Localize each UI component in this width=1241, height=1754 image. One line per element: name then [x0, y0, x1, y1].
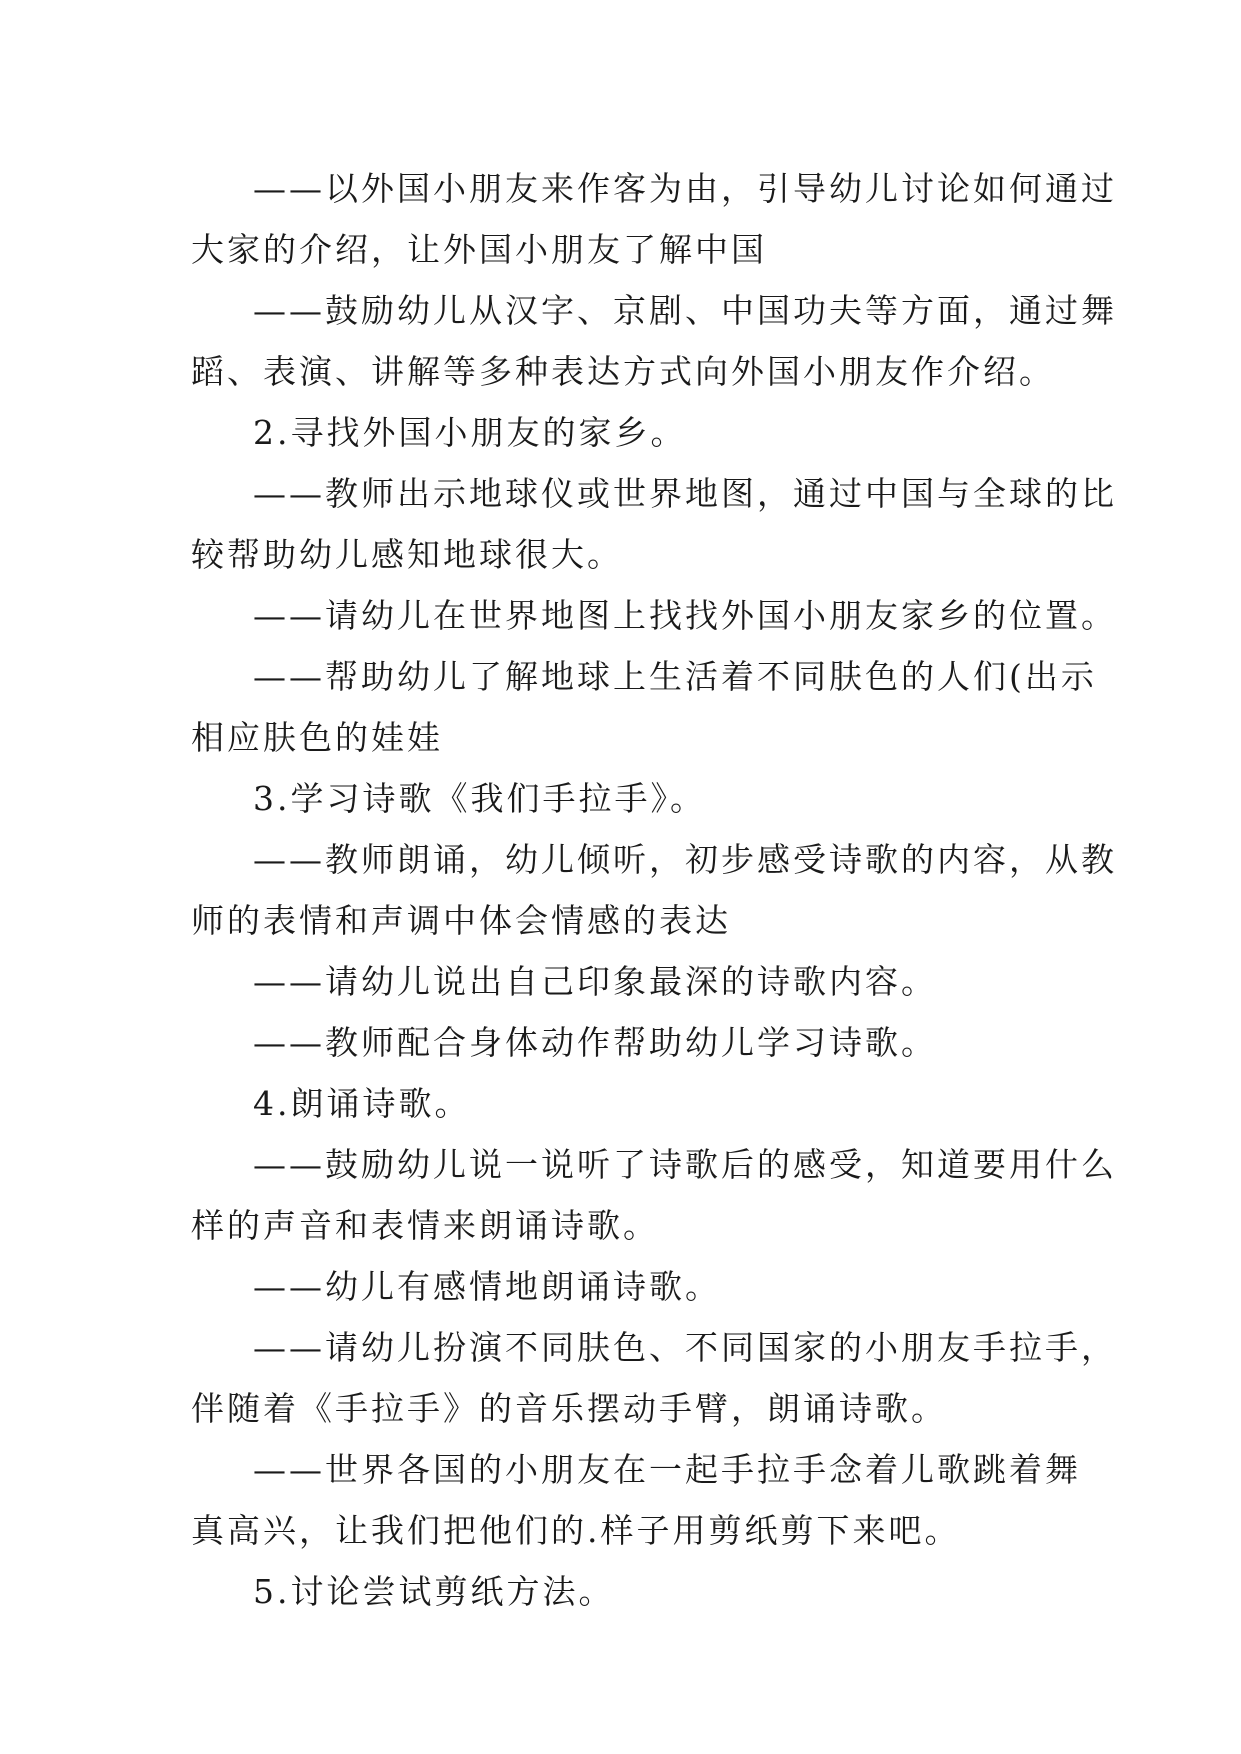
text-line: ——幼儿有感情地朗诵诗歌。: [253, 1267, 721, 1306]
text-line: ——教师朗诵，幼儿倾听，初步感受诗歌的内容，从教: [253, 840, 1117, 879]
text-line: ——请幼儿在世界地图上找找外国小朋友家乡的位置。: [253, 596, 1117, 635]
text-line: 相应肤色的娃娃: [191, 718, 443, 757]
text-line: 样的声音和表情来朗诵诗歌。: [191, 1206, 659, 1245]
document-body: [191, 158, 1117, 1622]
text-line: 蹈、表演、讲解等多种表达方式向外国小朋友作介绍。: [191, 352, 1055, 391]
text-line: ——以外国小朋友来作客为由，引导幼儿讨论如何通过: [253, 169, 1117, 208]
text-line: ——鼓励幼儿说一说听了诗歌后的感受，知道要用什么: [253, 1145, 1117, 1184]
text-line: 较帮助幼儿感知地球很大。: [191, 535, 623, 574]
step-heading: 4.朗诵诗歌。: [253, 1084, 471, 1123]
step-heading: 3.学习诗歌《我们手拉手》。: [253, 779, 706, 818]
text-line: 大家的介绍，让外国小朋友了解中国: [191, 230, 767, 269]
text-line: ——请幼儿扮演不同肤色、不同国家的小朋友手拉手，: [253, 1328, 1117, 1367]
text-line: 真高兴，让我们把他们的.样子用剪纸剪下来吧。: [191, 1511, 961, 1550]
text-line: ——帮助幼儿了解地球上生活着不同肤色的人们(出示: [253, 657, 1097, 696]
text-line: 伴随着《手拉手》的音乐摆动手臂，朗诵诗歌。: [191, 1389, 947, 1428]
step-heading: 5.讨论尝试剪纸方法。: [253, 1572, 615, 1611]
step-heading: 2.寻找外国小朋友的家乡。: [253, 413, 687, 452]
text-line: ——教师配合身体动作帮助幼儿学习诗歌。: [253, 1023, 937, 1062]
text-line: ——请幼儿说出自己印象最深的诗歌内容。: [253, 962, 937, 1001]
text-line: ——教师出示地球仪或世界地图，通过中国与全球的比: [253, 474, 1117, 513]
text-line: 师的表情和声调中体会情感的表达: [191, 901, 731, 940]
text-line: ——鼓励幼儿从汉字、京剧、中国功夫等方面，通过舞: [253, 291, 1117, 330]
text-line: ——世界各国的小朋友在一起手拉手念着儿歌跳着舞: [253, 1450, 1081, 1489]
